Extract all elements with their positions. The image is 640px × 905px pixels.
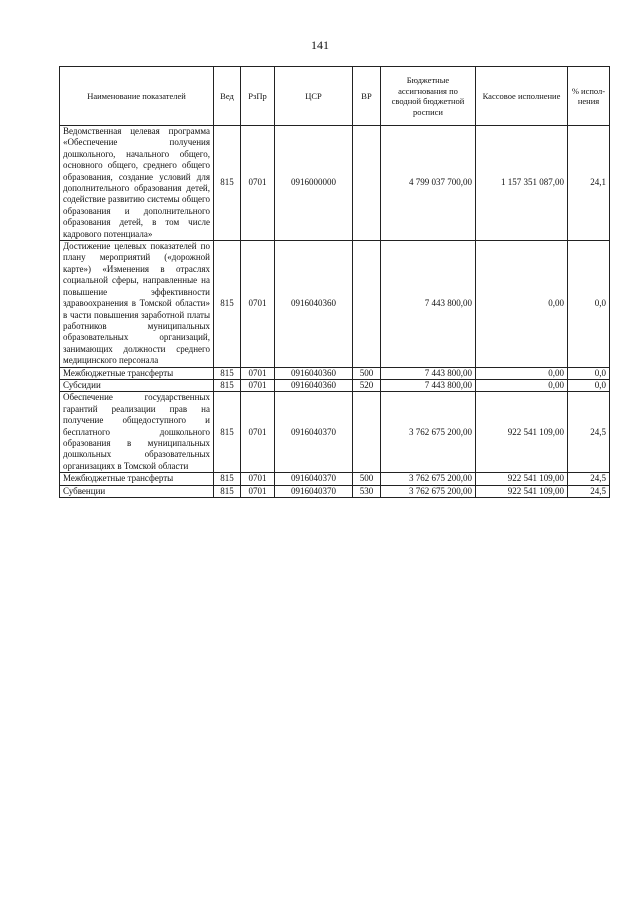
row-cash: 0,00 [476,379,568,391]
row-rzpr: 0701 [241,367,275,379]
row-budget: 4 799 037 700,00 [381,126,476,241]
row-vr: 530 [353,485,381,497]
table-row [60,379,610,391]
header-budget: Бюджетные ассигнования по сводной бюджетной росписи [381,67,476,126]
budget-execution-table [59,66,610,498]
row-cash: 1 157 351 087,00 [476,126,568,241]
row-budget: 7 443 800,00 [381,241,476,367]
row-percent: 0,0 [568,379,610,391]
row-ved: 815 [214,241,241,367]
table-row [60,485,610,497]
header-cash: Кассовое исполнение [476,67,568,126]
row-ved: 815 [214,367,241,379]
row-csr: 0916000000 [275,126,353,241]
header-percent: % испол-нения [568,67,610,126]
row-vr [353,241,381,367]
row-rzpr: 0701 [241,392,275,473]
row-ved: 815 [214,485,241,497]
row-percent: 24,5 [568,473,610,485]
row-budget: 7 443 800,00 [381,367,476,379]
row-ved: 815 [214,126,241,241]
row-cash: 922 541 109,00 [476,392,568,473]
row-budget: 7 443 800,00 [381,379,476,391]
table-row [60,367,610,379]
row-csr: 0916040360 [275,241,353,367]
table-row [60,241,610,367]
row-name: Субвенции [60,485,214,497]
header-name: Наименование показателей [60,67,214,126]
row-percent: 24,1 [568,126,610,241]
row-vr: 520 [353,379,381,391]
row-cash: 0,00 [476,241,568,367]
row-rzpr: 0701 [241,473,275,485]
row-csr: 0916040360 [275,379,353,391]
row-budget: 3 762 675 200,00 [381,485,476,497]
header-csr: ЦСР [275,67,353,126]
row-csr: 0916040360 [275,367,353,379]
row-csr: 0916040370 [275,485,353,497]
row-vr: 500 [353,473,381,485]
row-vr [353,126,381,241]
page-number: 141 [311,38,329,52]
row-cash: 0,00 [476,367,568,379]
row-cash: 922 541 109,00 [476,473,568,485]
row-ved: 815 [214,392,241,473]
table-row [60,473,610,485]
row-name: Межбюджетные трансферты [60,367,214,379]
row-name: Обеспечение государственных гарантий реализации прав на получение общедоступного и бесплатного дошкольного образования в муниципальных дошкольных образовательных организациях в Томской области [60,392,214,473]
row-rzpr: 0701 [241,379,275,391]
row-name: Межбюджетные трансферты [60,473,214,485]
table-row [60,392,610,473]
header-ved: Вед [214,67,241,126]
row-percent: 24,5 [568,392,610,473]
row-rzpr: 0701 [241,241,275,367]
row-rzpr: 0701 [241,126,275,241]
table-header-row [60,67,610,126]
row-vr: 500 [353,367,381,379]
row-vr [353,392,381,473]
header-vr: ВР [353,67,381,126]
row-ved: 815 [214,473,241,485]
row-percent: 0,0 [568,241,610,367]
row-cash: 922 541 109,00 [476,485,568,497]
row-name: Достижение целевых показателей по плану мероприятий («дорожной карте») «Изменения в отраслях социальной сферы, направленные на повышение эффективности здравоохранения в Томской области» в части повышения заработной платы работников муниципальных образовательных организаций, занимающих должности среднего медицинского персонала [60,241,214,367]
row-csr: 0916040370 [275,392,353,473]
row-budget: 3 762 675 200,00 [381,392,476,473]
header-rzpr: РзПр [241,67,275,126]
table-row [60,126,610,241]
row-name: Субсидии [60,379,214,391]
row-ved: 815 [214,379,241,391]
row-rzpr: 0701 [241,485,275,497]
row-budget: 3 762 675 200,00 [381,473,476,485]
row-csr: 0916040370 [275,473,353,485]
row-percent: 0,0 [568,367,610,379]
row-percent: 24,5 [568,485,610,497]
row-name: Ведомственная целевая программа «Обеспечение получения дошкольного, начального общего, основного общего, среднего общего образования, создание условий для дополнительного образования детей, содействие развитию системы общего образования и дополнительного образования детей, в том числе кадрового потенциала» [60,126,214,241]
